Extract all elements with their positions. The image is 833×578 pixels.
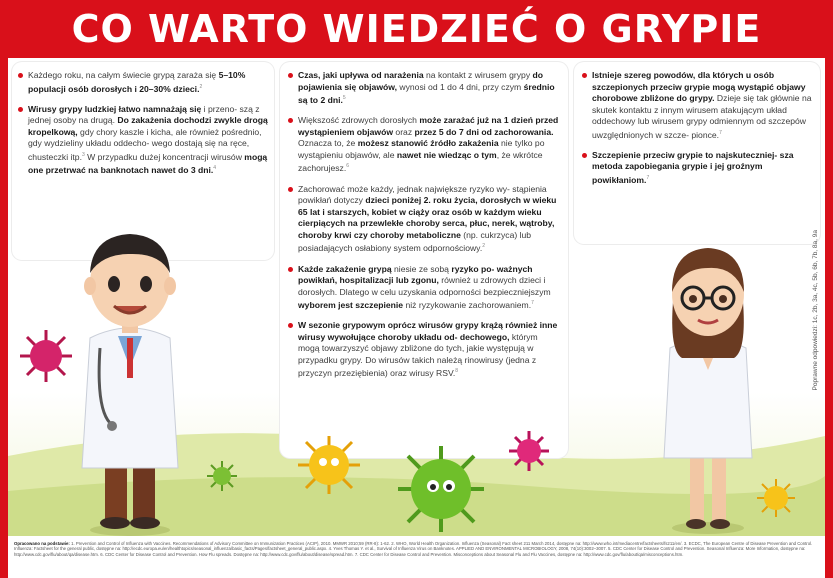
text-run: również u zdrowych dzieci i dorosłych. Dlatego w celu uzyskania odporności bezpieczniejszym: [298, 275, 551, 297]
footnote-ref: 3: [81, 151, 85, 158]
footnote-ref: 6: [346, 163, 350, 170]
bold-text: możesz stanowić źródło zakażenia: [357, 138, 499, 149]
footnote-ref: 8: [455, 368, 459, 375]
bold-text: Wirusy grypy ludzkiej łatwo namnażają się: [28, 103, 202, 114]
bold-text: dzieci poniżej 2. roku życia, dorosłych w wieku 65 lat i starszych, kobiet w ciąży oraz osób w każdym wieku cierpiących na przewlekłe choroby serca, płuc, nerek, wątroby, choroby krwi czy choroby metaboliczne: [298, 195, 557, 240]
bullet-paragraph: [582, 150, 814, 186]
bold-text: W sezonie grypowym oprócz wirusów grypy krążą również inne wirusy wywołujące choroby układu od- dechowego,: [298, 320, 558, 342]
text-run: wynosi od 1 do 4 dni, przy czym: [397, 81, 524, 92]
bold-text: mogą one przetrwać na banknotach nawet do 3 dni.: [28, 151, 268, 176]
virus-small-green-icon: [206, 460, 238, 492]
bold-text: Istnieje szereg powodów, dla których u osób szczepionych przeciw grypie mogą wystąpić objawy chorobowe zbliżone do grypy.: [592, 70, 806, 103]
text-run: i przeno- szą z jednej osoby na drugą.: [28, 103, 260, 126]
male-doctor-illustration: [70, 218, 190, 536]
virus-green-icon: [396, 444, 486, 534]
bullet-paragraph: [18, 104, 268, 177]
text-run: Dzieje się tak głównie na skutek kontaktu z innym wirusem atakującym układ oddechowy lub wirusem grypy odmiennym od szczepów uwzględnionych w szcze- pionce.: [592, 93, 812, 140]
footnote-ref: 2: [199, 83, 203, 90]
column-center: [288, 70, 560, 389]
column-right: [582, 70, 814, 195]
bullet-paragraph: [288, 320, 560, 379]
text-run: W przypadku dużej koncentracji wirusów: [84, 151, 245, 162]
bullet-paragraph: [288, 184, 560, 255]
text-run: Każdego roku, na całym świecie grypą zaraża się: [28, 70, 219, 80]
virus-pink-icon: [18, 328, 74, 384]
text-run: niesie ze sobą: [391, 263, 452, 274]
bullet-paragraph: [288, 264, 560, 312]
bullet-paragraph: [288, 115, 560, 174]
text-run: Większość zdrowych dorosłych: [298, 115, 420, 126]
text-run: gdy chory kaszle i kicha, ale również pośrednio, gdy wydzieliny układu oddecho- wego dostają się na ręce, chusteczki itp.: [28, 126, 262, 162]
page-title: CO WARTO WIEDZIEĆ O GRYPIE: [71, 7, 762, 51]
bold-text: do pojawienia się objawów,: [298, 70, 544, 92]
text-run: , że wkrótce zachorujesz.: [298, 149, 543, 174]
virus-yellow-icon: [296, 434, 362, 496]
text-run: oraz: [393, 126, 415, 137]
text-run: którym mogą towarzyszyć objawy zbliżone do tych, jakie występują w przypadku grypy. Do wirusów takich należą rinowirusy (jedna z przyczyn przeziębienia) oraz wirusy RSV.: [298, 331, 538, 379]
virus-yellow-small-icon: [756, 478, 796, 518]
footnote-ref: 2: [482, 243, 486, 250]
text-run: na kontakt z wirusem grypy: [423, 70, 533, 80]
answers-note: Poprawne odpowiedzi: 1c, 2b, 3a, 4c, 5b, 6b, 7b, 8a, 9a: [812, 230, 819, 391]
text-run: Oznacza to, że: [298, 138, 358, 149]
poster-panel: [8, 58, 825, 536]
footer-label: Opracowano na podstawie:: [14, 541, 70, 546]
bold-text: nawet nie wiedząc o tym: [396, 149, 497, 160]
footnote-ref: 5: [342, 95, 346, 101]
column-left: [18, 70, 268, 186]
text-run: niż ryzykowanie zachorowaniem.: [403, 299, 532, 310]
bold-text: Szczepienie przeciw grypie to najskuteczniej- sza metoda zapobiegania grypie i jej groźnym powikłaniom.: [592, 149, 794, 185]
bold-text: może zarażać już na 1 dzień przed wystąpieniem objawów: [298, 115, 559, 137]
bold-text: ryzyko po- ważnych powikłań, hospitalizacji lub zgonu,: [298, 263, 533, 286]
footer-text: 1. Prevention and Control of Influenza with Vaccines. Recommendations of Advisory Committee on Immunization Practices (ACIP), 2010. MMWR 2010;59 (RR-8): 1-62. 2. WHO, World Health Organization. Influenza (Seasonal) Fact sheet 211 March 2014, dostępne na: http://www.who.int/mediacentre/factsheets/fs211/en/. 3. ECDC, The European Centre of Disease Prevention and Control. Influenza: Factsheet for the general public, dostępne na: http://ecdc.europa.eu/en/healthtopics/seasonal_influenza/basic_facts/Pages/factsheet_general_public.aspx. 4. Yves Thomas Y. et al., Survival of Influenza Virus on Banknotes. APPLIED AND ENVIRONMENTAL MICROBIOLOGY, 2008, 74(10):3002–3007. 5. CDC Center for Disease Control and Prevention. Seasonal Influenza: More Information, dostępne na: http://www.cdc.gov/flu/about/qa/disease.htm. 6. CDC Center for Disease Control and Prevention. How Flu spreads. Dostępne na: http://www.cdc.gov/flu/about/disease/spread.htm. 7. CDC Center for Disease Control and Prevention. Misconceptions about Seasonal Flu and Flu Vaccines, dostępne na: http://www.cdc.gov/flu/about/qa/misconceptions.htm.: [14, 541, 813, 557]
text-run: (np. cukrzyca) lub posiadających osłabiony system odpornościowy.: [298, 229, 532, 254]
footnote-ref: 7: [719, 129, 722, 136]
bullet-paragraph: [288, 70, 560, 106]
bold-text: średnio są to 2 dni.: [298, 81, 555, 105]
bold-text: Czas, jaki upływa od narażenia: [298, 70, 424, 80]
bold-text: Każde zakażenie grypą: [298, 263, 392, 274]
bold-text: Do zakażenia dochodzi zwykle drogą kropelkową,: [28, 115, 268, 137]
bold-text: wyborem jest szczepienie: [298, 299, 404, 310]
bullet-paragraph: [582, 70, 814, 141]
footnote-ref: 4: [213, 165, 217, 172]
footnote-ref: 7: [646, 174, 650, 181]
female-doctor-illustration: [648, 230, 768, 536]
virus-magenta-icon: [508, 430, 550, 472]
bullet-paragraph: [18, 70, 268, 95]
bold-text: 5–10% populacji osób dorosłych i 20–30% dzieci: [28, 70, 246, 94]
bold-text: przez 5 do 7 dni od zachorowania.: [414, 126, 554, 137]
text-run: Zachorować może każdy, jednak największe ryzyko wy- stąpienia powikłań dotyczy: [298, 183, 547, 206]
footnote-ref: 7: [531, 300, 534, 307]
footer-sources: [8, 536, 825, 578]
bold-text: .: [197, 83, 200, 94]
text-run: nie tylko po wystąpieniu objawów, ale: [298, 138, 545, 160]
